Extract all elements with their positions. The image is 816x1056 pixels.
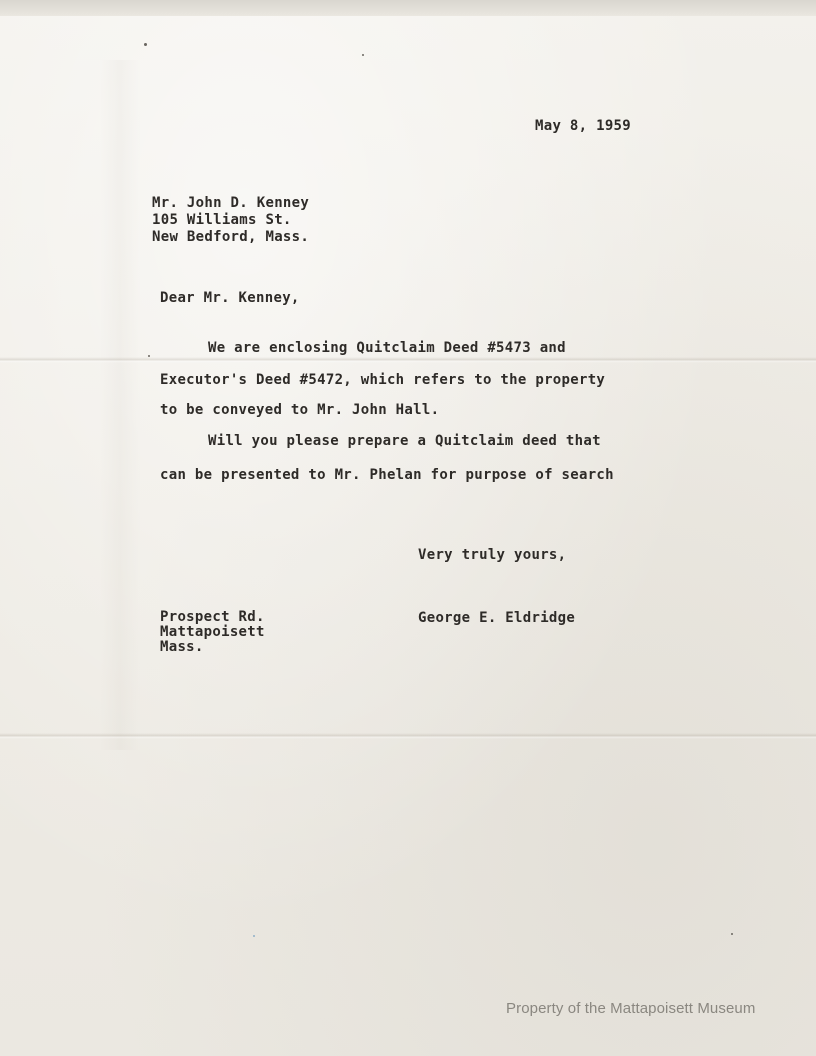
sender-address-line: Mattapoisett [160,624,265,640]
closing: Very truly yours, [418,547,567,563]
salutation: Dear Mr. Kenney, [160,290,300,306]
paper-speck [253,935,255,937]
body-line: Executor's Deed #5472, which refers to the property [160,372,606,388]
body-line: We are enclosing Quitclaim Deed #5473 and [208,340,566,356]
signature-name: George E. Eldridge [418,610,576,626]
paper-speck [362,54,364,56]
body-line: Will you please prepare a Quitclaim deed that [208,433,601,449]
sender-address-line: Prospect Rd. [160,609,265,625]
recipient-street: 105 Williams St. [152,212,292,228]
museum-watermark: Property of the Mattapoisett Museum [506,1000,756,1017]
paper-speck [144,43,147,46]
recipient-city: New Bedford, Mass. [152,229,310,245]
body-line: can be presented to Mr. Phelan for purpose of search [160,467,614,483]
paper-fold-lower [0,733,816,739]
scan-top-edge [0,0,816,16]
body-line: to be conveyed to Mr. John Hall. [160,402,440,418]
paper-speck [148,355,150,357]
paper-shading [100,60,140,750]
sender-address-line: Mass. [160,639,204,655]
letter-date: May 8, 1959 [535,118,632,134]
paper-speck [731,933,733,935]
recipient-name: Mr. John D. Kenney [152,195,310,211]
paper-fold-upper [0,357,816,363]
